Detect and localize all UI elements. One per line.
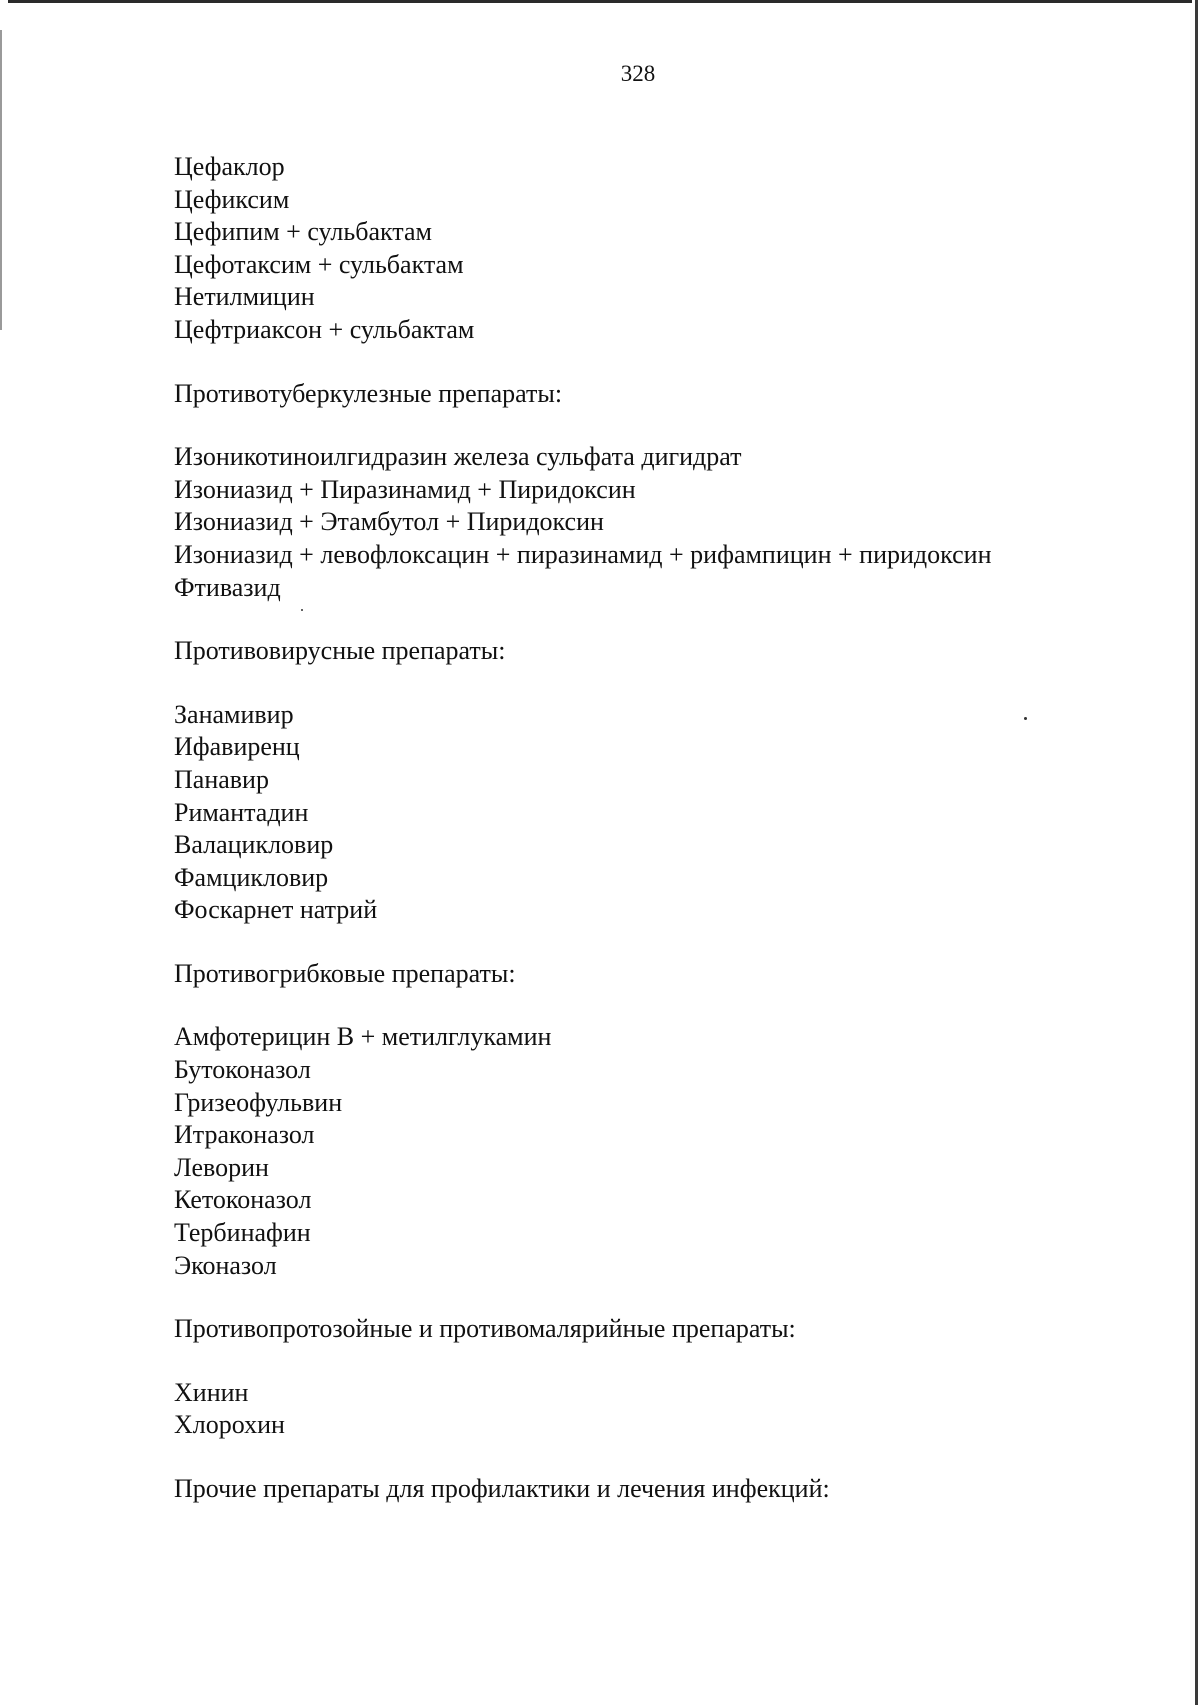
section-heading: Противопротозойные и противомалярийные препараты: bbox=[174, 1314, 796, 1344]
drug-item: Бутоконазол bbox=[174, 1055, 311, 1085]
drug-item: Фоскарнет натрий bbox=[174, 895, 378, 925]
section-heading: Противотуберкулезные препараты: bbox=[174, 378, 563, 408]
drug-item: Цефотаксим + сульбактам bbox=[174, 249, 464, 279]
drug-item: Цефиксим bbox=[174, 184, 290, 214]
section bbox=[174, 958, 1134, 1282]
drug-item: Цефаклор bbox=[174, 152, 285, 181]
drug-item: Цефипим + сульбактам bbox=[174, 217, 432, 247]
drug-item: Итраконазол bbox=[174, 1120, 315, 1150]
section bbox=[174, 151, 1134, 347]
scan-top-edge bbox=[8, 0, 1192, 3]
drug-item: Валацикловир bbox=[174, 830, 334, 860]
drug-item: Изоникотиноилгидразин железа сульфата дигидрат bbox=[174, 442, 742, 472]
drug-item: Римантадин bbox=[174, 797, 309, 827]
section-heading: Противовирусные препараты: bbox=[174, 636, 506, 666]
section bbox=[174, 1313, 1134, 1442]
drug-item: Фамцикловир bbox=[174, 862, 329, 892]
drug-item: Панавир bbox=[174, 764, 269, 794]
scan-speck bbox=[301, 609, 303, 611]
section-heading: Прочие препараты для профилактики и лечения инфекций: bbox=[174, 1474, 830, 1503]
scan-speck bbox=[1024, 717, 1027, 720]
drug-item: Хинин bbox=[174, 1377, 249, 1407]
drug-item: Тербинафин bbox=[174, 1218, 311, 1248]
drug-item: Амфотерицин В + метилглукамин bbox=[174, 1022, 552, 1052]
scan-right-edge bbox=[1195, 0, 1198, 1705]
drug-item: Изониазид + Этамбутол + Пиридоксин bbox=[174, 507, 604, 537]
section bbox=[174, 378, 1134, 605]
drug-item: Изониазид + Пиразинамид + Пиридоксин bbox=[174, 474, 636, 504]
drug-item: Леворин bbox=[174, 1152, 269, 1182]
drug-list bbox=[174, 151, 1134, 1537]
drug-item: Гризеофульвин bbox=[174, 1087, 343, 1117]
page-number: 328 bbox=[620, 61, 656, 86]
drug-item: Цефтриаксон + сульбактам bbox=[174, 314, 475, 344]
drug-item: Занамивир bbox=[174, 699, 294, 729]
drug-item: Кетоконазол bbox=[174, 1185, 312, 1215]
drug-item: Хлорохин bbox=[174, 1410, 285, 1440]
section-heading: Противогрибковые препараты: bbox=[174, 958, 516, 988]
drug-item: Нетилмицин bbox=[174, 282, 315, 312]
drug-item: Фтивазид bbox=[174, 572, 281, 602]
drug-item: Ифавиренц bbox=[174, 732, 300, 762]
drug-item: Изониазид + левофлоксацин + пиразинамид + рифампицин + пиридоксин bbox=[174, 539, 992, 569]
drug-item: Эконазол bbox=[174, 1250, 277, 1280]
section bbox=[174, 635, 1134, 927]
section bbox=[174, 1473, 1134, 1506]
